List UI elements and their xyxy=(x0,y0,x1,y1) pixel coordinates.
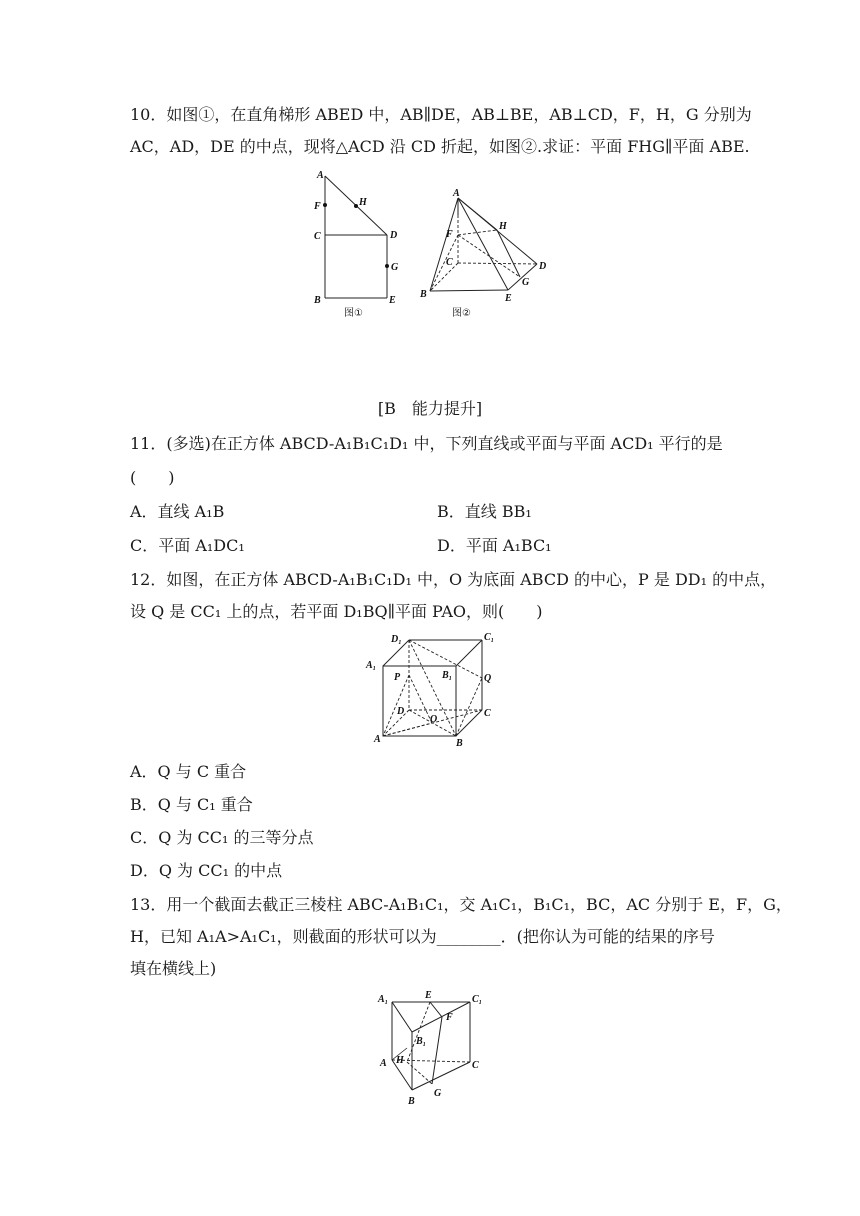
q11-option-d: D．平面 A₁BC₁ xyxy=(437,536,552,555)
q12-option-c: C．Q 为 CC₁ 的三等分点 xyxy=(130,828,314,847)
q10-line2: AC，AD，DE 的中点，现将△ACD 沿 CD 折起，如图②.求证：平面 FHG∥平面 ABE. xyxy=(130,137,750,156)
svg-text:C₁: C₁ xyxy=(472,994,483,1005)
fig1-caption: 图① xyxy=(344,308,363,319)
svg-text:G: G xyxy=(391,262,399,273)
svg-text:D: D xyxy=(390,230,398,241)
q13-prism-figure xyxy=(370,990,490,1110)
q10-figure-2 xyxy=(415,185,555,325)
q12-option-a: A．Q 与 C 重合 xyxy=(130,762,247,781)
svg-text:H: H xyxy=(499,221,507,232)
q11-line2: ( ) xyxy=(130,468,175,487)
svg-text:A₁: A₁ xyxy=(366,660,377,671)
svg-text:A₁: A₁ xyxy=(378,994,389,1005)
q12-cube-figure xyxy=(362,628,502,750)
svg-text:D: D xyxy=(539,261,547,272)
q11-option-a: A．直线 A₁B xyxy=(130,502,225,521)
svg-text:G: G xyxy=(522,277,530,288)
svg-text:P: P xyxy=(394,672,401,683)
q12-option-b: B．Q 与 C₁ 重合 xyxy=(130,795,253,814)
svg-text:C: C xyxy=(484,708,491,719)
svg-text:A: A xyxy=(453,188,460,199)
svg-text:C: C xyxy=(314,231,321,242)
svg-text:Q: Q xyxy=(484,673,492,684)
q13-line2: H，已知 A₁A>A₁C₁，则截面的形状可以为________．(把你认为可能的结果的序号 xyxy=(130,927,715,946)
svg-text:D₁: D₁ xyxy=(391,634,402,645)
svg-text:A: A xyxy=(317,170,324,181)
svg-text:C: C xyxy=(446,257,453,268)
svg-text:B: B xyxy=(456,738,463,749)
svg-text:H: H xyxy=(396,1055,404,1066)
q12-line1: 12．如图，在正方体 ABCD-A₁B₁C₁D₁ 中，O 为底面 ABCD 的中心，P 是 DD₁ 的中点， xyxy=(130,570,777,589)
svg-text:E: E xyxy=(389,295,396,306)
q11-line1: 11．(多选)在正方体 ABCD-A₁B₁C₁D₁ 中，下列直线或平面与平面 ACD₁ 平行的是 xyxy=(130,434,723,453)
svg-text:H: H xyxy=(359,197,367,208)
svg-text:B₁: B₁ xyxy=(416,1036,427,1047)
svg-text:C: C xyxy=(472,1060,479,1071)
fig2-caption: 图② xyxy=(452,308,471,319)
q12-line2: 设 Q 是 CC₁ 上的点，若平面 D₁BQ∥平面 PAO，则( ) xyxy=(130,602,543,621)
svg-text:B: B xyxy=(314,295,321,306)
q12-option-d: D．Q 为 CC₁ 的中点 xyxy=(130,861,283,880)
svg-text:A: A xyxy=(380,1058,387,1069)
svg-text:O: O xyxy=(430,714,438,725)
svg-text:F: F xyxy=(446,1012,453,1023)
svg-text:F: F xyxy=(446,229,453,240)
q11-option-b: B．直线 BB₁ xyxy=(437,502,532,521)
q10-figure-1 xyxy=(300,168,410,328)
section-b-heading: [B 能力提升] xyxy=(377,399,483,418)
q11-option-c: C．平面 A₁DC₁ xyxy=(130,536,245,555)
q13-line3: 填在横线上) xyxy=(130,959,217,978)
q10-line1: 10．如图①，在直角梯形 ABED 中，AB∥DE，AB⊥BE，AB⊥CD，F，H，G 分别为 xyxy=(130,105,752,124)
svg-text:B: B xyxy=(408,1096,415,1107)
svg-text:D: D xyxy=(397,706,405,717)
svg-text:E: E xyxy=(425,990,432,1001)
svg-text:A: A xyxy=(374,734,381,745)
q13-line1: 13．用一个截面去截正三棱柱 ABC-A₁B₁C₁，交 A₁C₁，B₁C₁，BC，AC 分别于 E，F，G， xyxy=(130,895,792,914)
svg-text:C₁: C₁ xyxy=(484,632,495,643)
svg-text:B: B xyxy=(420,289,427,300)
svg-text:F: F xyxy=(314,201,321,212)
svg-text:B₁: B₁ xyxy=(442,670,453,681)
svg-text:E: E xyxy=(505,293,512,304)
svg-text:G: G xyxy=(434,1088,442,1099)
